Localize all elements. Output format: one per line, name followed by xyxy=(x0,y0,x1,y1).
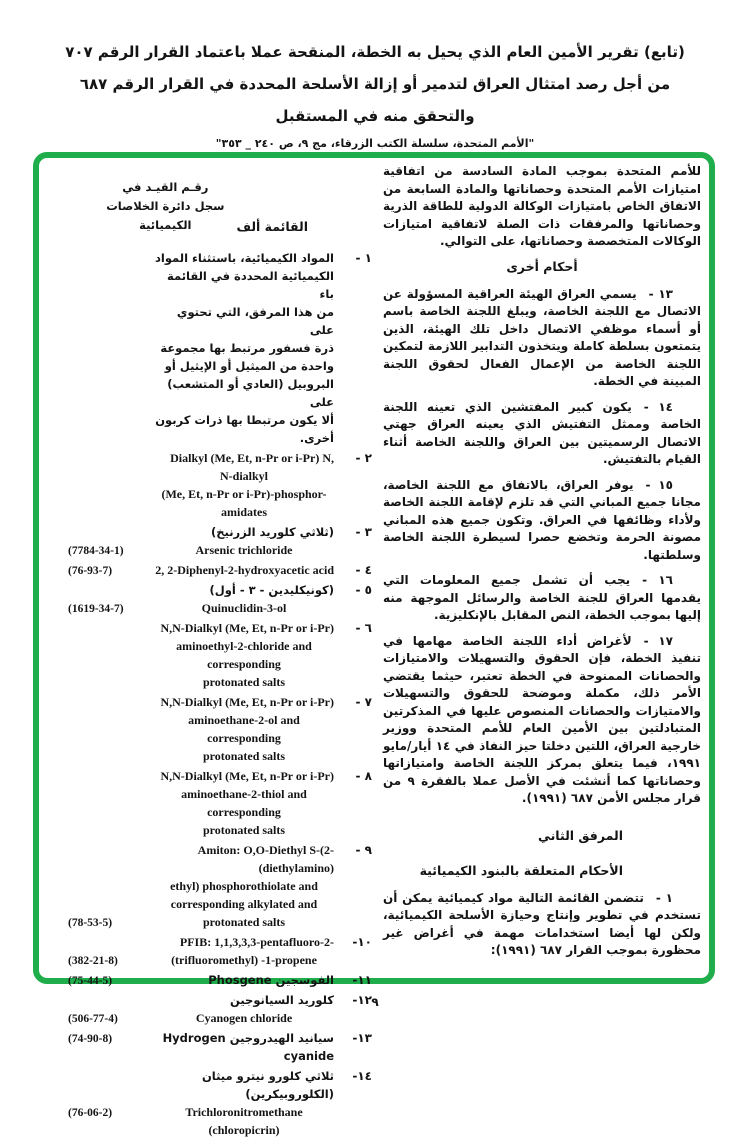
numbered-paragraph: ١٧ - لأغراض أداء اللجنة الخاصة مهامها في تنفيذ الخطة، فإن الحقوق والتسهيلات والامتيازات والحصانات الممنوحة في الخطة تعتبر، حيثما يقتضي الأمر ذلك، مكملة وموضحة للحقوق والتسهيلات والامتيازات والحصانات المنصوص عليها في المذكرتين المتبادلتين بين الأمين العام للأمم المتحدة ووزير خارجية العراق، اللتين دخلتا حيز النفاذ في ١٤ أيار/مايو ١٩٩١، فيما يتعلق بمركز اللجنة الخاصة وامتيازاتها وحصاناتها كما أنشئت في الأصل عملا بالفقرة ٩ من قرار مجلس الأمن ٦٨٧ (١٩٩١). xyxy=(383,633,701,805)
item-line xyxy=(68,821,372,839)
item-number: ٤ - xyxy=(355,563,372,577)
item-line xyxy=(68,913,372,931)
item-line xyxy=(68,467,372,485)
chemical-line-text: aminoethane-2-thiol and corresponding xyxy=(181,787,307,819)
chemical-line-text: PFIB: 1,1,3,3,3-pentafluoro-2- xyxy=(179,935,334,949)
numbered-paragraph: ١٥ - يوفر العراق، بالاتفاق مع اللجنة الخاصة، مجانا جميع المباني التي قد تلزم لإقامة اللجنة الخاصة ولأداء وظائفها في العراق. وتكون جميع هذه المباني مصونة الحرمة وتخضع حصرا لسيطرة اللجنة الخاصة وسلطتها. xyxy=(383,477,701,562)
provisions-column xyxy=(383,163,701,975)
item-line xyxy=(68,503,372,521)
item-number: ١٣- xyxy=(352,1031,372,1045)
item-line xyxy=(68,673,372,691)
chemical-line-text: الكيميائية المحددة في القائمة باء xyxy=(167,269,334,301)
chemical-line-text: N-dialkyl xyxy=(219,469,268,483)
chemical-line-text: aminoethyl-2-chloride and corresponding xyxy=(176,639,312,671)
item-line xyxy=(68,267,372,303)
document-title xyxy=(30,36,720,154)
numbered-paragraph: ١٤ - يكون كبير المفتشين الذي تعينه اللجنة الخاصة وممثل التفتيش الذي يعينه العراق جهتي الاتصال الرسميتين بين العراق واللجنة الخاصة أثناء القيام بالتفتيش. xyxy=(383,399,701,466)
chemical-line-text: Arsenic trichloride xyxy=(195,543,293,557)
chemical-line-text: (ثلاثي كلوريد الزرنيخ) xyxy=(210,525,334,539)
list-item xyxy=(68,767,372,839)
chemical-line-text: aminoethane-2-ol and corresponding xyxy=(188,713,300,745)
chemical-line-text: Cyanogen chloride xyxy=(195,1011,293,1025)
chemical-line-text: المواد الكيميائية، باستثناء المواد xyxy=(154,251,334,265)
item-line xyxy=(68,429,372,447)
item-number: ١ - xyxy=(355,251,372,265)
list-item xyxy=(68,619,372,691)
item-line xyxy=(68,637,372,673)
item-number: ٧ - xyxy=(355,695,372,709)
cas-header-line-2: سجل دائرة الخلاصات xyxy=(106,199,225,213)
item-line xyxy=(68,339,372,357)
chemical-line-text: amidates xyxy=(221,505,267,519)
list-item xyxy=(68,581,372,617)
item-line xyxy=(68,1103,372,1139)
cas-number: (382-21-8) xyxy=(68,955,118,967)
chemical-line-text: protonated salts xyxy=(202,675,286,689)
list-item xyxy=(68,693,372,765)
item-line xyxy=(68,785,372,821)
list-item xyxy=(68,841,372,931)
item-line xyxy=(68,841,372,877)
item-line xyxy=(68,1067,372,1103)
item-line xyxy=(68,933,372,951)
item-line xyxy=(68,541,372,559)
item-line xyxy=(68,357,372,375)
numbered-paragraph: ١ - تتضمن القائمة التالية مواد كيميائية يمكن أن تستخدم في تطوير وإنتاج وحيازة الأسلحة الكيميائية، ولكن لها أيضا استخدامات مهمة في أغراض غير محظورة بموجب القرار ٦٨٧ (١٩٩١): xyxy=(383,890,701,957)
chemical-line-text: الفوسجين Phosgene xyxy=(208,973,334,987)
chemical-line-text: من هذا المرفق، التي تحتوي على xyxy=(176,305,334,337)
item-line xyxy=(68,877,372,895)
item-number: ٣ - xyxy=(355,525,372,539)
item-line xyxy=(68,411,372,429)
section-heading: أحكام أخرى xyxy=(506,258,578,274)
list-item xyxy=(68,1067,372,1139)
item-line xyxy=(68,1029,372,1065)
title-line-3: والتحقق منه في المستقبل xyxy=(275,107,475,125)
chemical-line-text: corresponding alkylated and xyxy=(170,897,318,911)
list-item xyxy=(68,1029,372,1065)
title-line-2: من أجل رصد امتثال العراق لتدمير أو إزالة الأسلحة المحددة في القرار الرقم ٦٨٧ xyxy=(79,75,671,93)
item-line xyxy=(68,249,372,267)
item-line xyxy=(68,767,372,785)
chemical-line-text: Amiton: O,O-Diethyl S-(2-(diethylamino) xyxy=(197,843,334,875)
chemical-line-text: ألا يكون مرتبطا بها ذرات كربون xyxy=(155,413,334,427)
cas-header-line-3: الكيميائية xyxy=(139,218,192,232)
cas-number: (78-53-5) xyxy=(68,917,113,929)
annex-heading: المرفق الثاني xyxy=(537,827,623,843)
chemical-line-text: واحدة من الميثيل أو الإيثيل أو xyxy=(164,359,334,373)
list-item xyxy=(68,249,372,447)
cas-number: (76-93-7) xyxy=(68,565,113,577)
list-title: القائمة ألف xyxy=(236,219,308,234)
item-line xyxy=(68,951,372,969)
list-item xyxy=(68,523,372,559)
item-number: ٦ - xyxy=(355,621,372,635)
list-header xyxy=(68,178,308,235)
item-line xyxy=(68,971,372,989)
item-number: ١٢- xyxy=(352,993,372,1007)
list-item xyxy=(68,971,372,989)
chemical-line-text: (trifluoromethyl) -1-propene xyxy=(171,953,317,967)
chemical-line-text: ethyl) phosphorothiolate and xyxy=(170,879,318,893)
cas-number: (76-06-2) xyxy=(68,1107,113,1119)
list-item xyxy=(68,449,372,521)
page-number: ٩ xyxy=(371,995,379,1009)
list-item xyxy=(68,561,372,579)
item-line xyxy=(68,711,372,747)
chemical-line-text: (Me, Et, n-Pr or i-Pr)-phosphor- xyxy=(161,487,327,501)
item-line xyxy=(68,895,372,913)
chemical-line-text: 2, 2-Diphenyl-2-hydroxyacetic acid xyxy=(155,563,334,577)
item-number: ٢ - xyxy=(355,451,372,465)
chemical-line-text: Trichloronitromethane (chloropicrin) xyxy=(185,1105,303,1137)
item-number: ٨ - xyxy=(355,769,372,783)
chemical-line-text: سيانيد الهيدروجين Hydrogen cyanide xyxy=(162,1031,334,1063)
item-number: ١١- xyxy=(352,973,372,987)
list-item xyxy=(68,933,372,969)
chemical-line-text: N,N-Dialkyl (Me, Et, n-Pr or i-Pr) xyxy=(160,769,334,783)
chemical-line-text: Quinuclidin-3-ol xyxy=(201,601,287,615)
chemical-line-text: N,N-Dialkyl (Me, Et, n-Pr or i-Pr) xyxy=(160,621,334,635)
cas-number: (1619-34-7) xyxy=(68,603,124,615)
item-line xyxy=(68,485,372,503)
chemical-line-text: أخرى. xyxy=(299,431,334,445)
item-number: ١٠- xyxy=(352,935,372,949)
numbered-paragraph: ١٣ - يسمي العراق الهيئة العراقية المسؤولة عن الاتصال مع اللجنة الخاصة، ويبلغ اللجنة الخاصة باسم أو أسماء موظفي الاتصال داخل تلك الهيئة، الذين يتمتعون بسلطة كاملة ويتخذون التدابير اللازمة لتمكين اللجنة الخاصة من الإعمال الفعال لحقوق اللجنة المبينة في الخطة. xyxy=(383,286,701,388)
chemical-line-text: protonated salts xyxy=(202,749,286,763)
item-line xyxy=(68,619,372,637)
chemical-line-text: البروبيل (العادي أو المتشعب) على xyxy=(167,377,334,409)
item-line xyxy=(68,693,372,711)
chemical-line-text: protonated salts xyxy=(202,823,286,837)
cas-registry-header xyxy=(106,178,224,235)
item-line xyxy=(68,303,372,339)
chemical-line-text: N,N-Dialkyl (Me, Et, n-Pr or i-Pr) xyxy=(160,695,334,709)
chemical-list-column xyxy=(68,178,372,1137)
item-line xyxy=(68,561,372,579)
cas-number: (506-77-4) xyxy=(68,1013,118,1025)
item-line xyxy=(68,747,372,765)
cas-number: (74-90-8) xyxy=(68,1033,113,1045)
item-number: ٥ - xyxy=(355,583,372,597)
item-line xyxy=(68,581,372,599)
source-citation: "الأمم المتحدة، سلسلة الكتب الزرقاء، مج ٩، ص ٢٤٠ _ ٣٥٣" xyxy=(215,137,535,150)
item-number: ١٤- xyxy=(352,1069,372,1083)
numbered-paragraph: ١٦ - يجب أن تشمل جميع المعلومات التي يقدمها العراق للجنة الخاصة والرسائل الموجهة منه إليها بموجب الخطة، النص المقابل بالإنكليزية. xyxy=(383,573,701,622)
cas-header-line-1: رقـم القيـد في xyxy=(122,180,209,194)
item-line xyxy=(68,1009,372,1027)
item-line xyxy=(68,449,372,467)
item-line xyxy=(68,599,372,617)
item-number: ٩ - xyxy=(355,843,372,857)
title-line-1: (تابع) تقرير الأمين العام الذي يحيل به الخطة، المنقحة عملا باعتماد القرار الرقم ٧٠٧ xyxy=(65,43,685,61)
chemical-line-text: (كونيكليدين - ٣ - أول) xyxy=(209,583,334,597)
chemical-line-text: ثلاثي كلورو نيترو ميثان (الكلوروبيكرين) xyxy=(201,1069,334,1101)
item-line xyxy=(68,523,372,541)
chemical-line-text: Dialkyl (Me, Et, n-Pr or i-Pr) N, xyxy=(170,451,334,465)
cas-number: (75-44-5) xyxy=(68,975,113,987)
chemical-line-text: ذرة فسفور مرتبط بها مجموعة xyxy=(160,341,334,355)
chemical-line-text: كلوريد السيانوجين xyxy=(229,993,334,1007)
chemical-line-text: protonated salts xyxy=(202,915,286,929)
item-line xyxy=(68,375,372,411)
cas-number: (7784-34-1) xyxy=(68,545,124,557)
paragraph: للأمم المتحدة بموجب المادة السادسة من اتفاقية امتيازات الأمم المتحدة وحصاناتها والمادة السابعة من الاتفاق الخاص بامتيازات الوكالة الدولية للطاقة الذرية وحصاناتها والمرفقات ذات الصلة لاتفاقية امتيازات الوكالات المتخصصة وحصاناتها، على التوالي. xyxy=(383,164,701,248)
annex-heading: الأحكام المتعلقة بالبنود الكيميائية xyxy=(419,862,623,878)
